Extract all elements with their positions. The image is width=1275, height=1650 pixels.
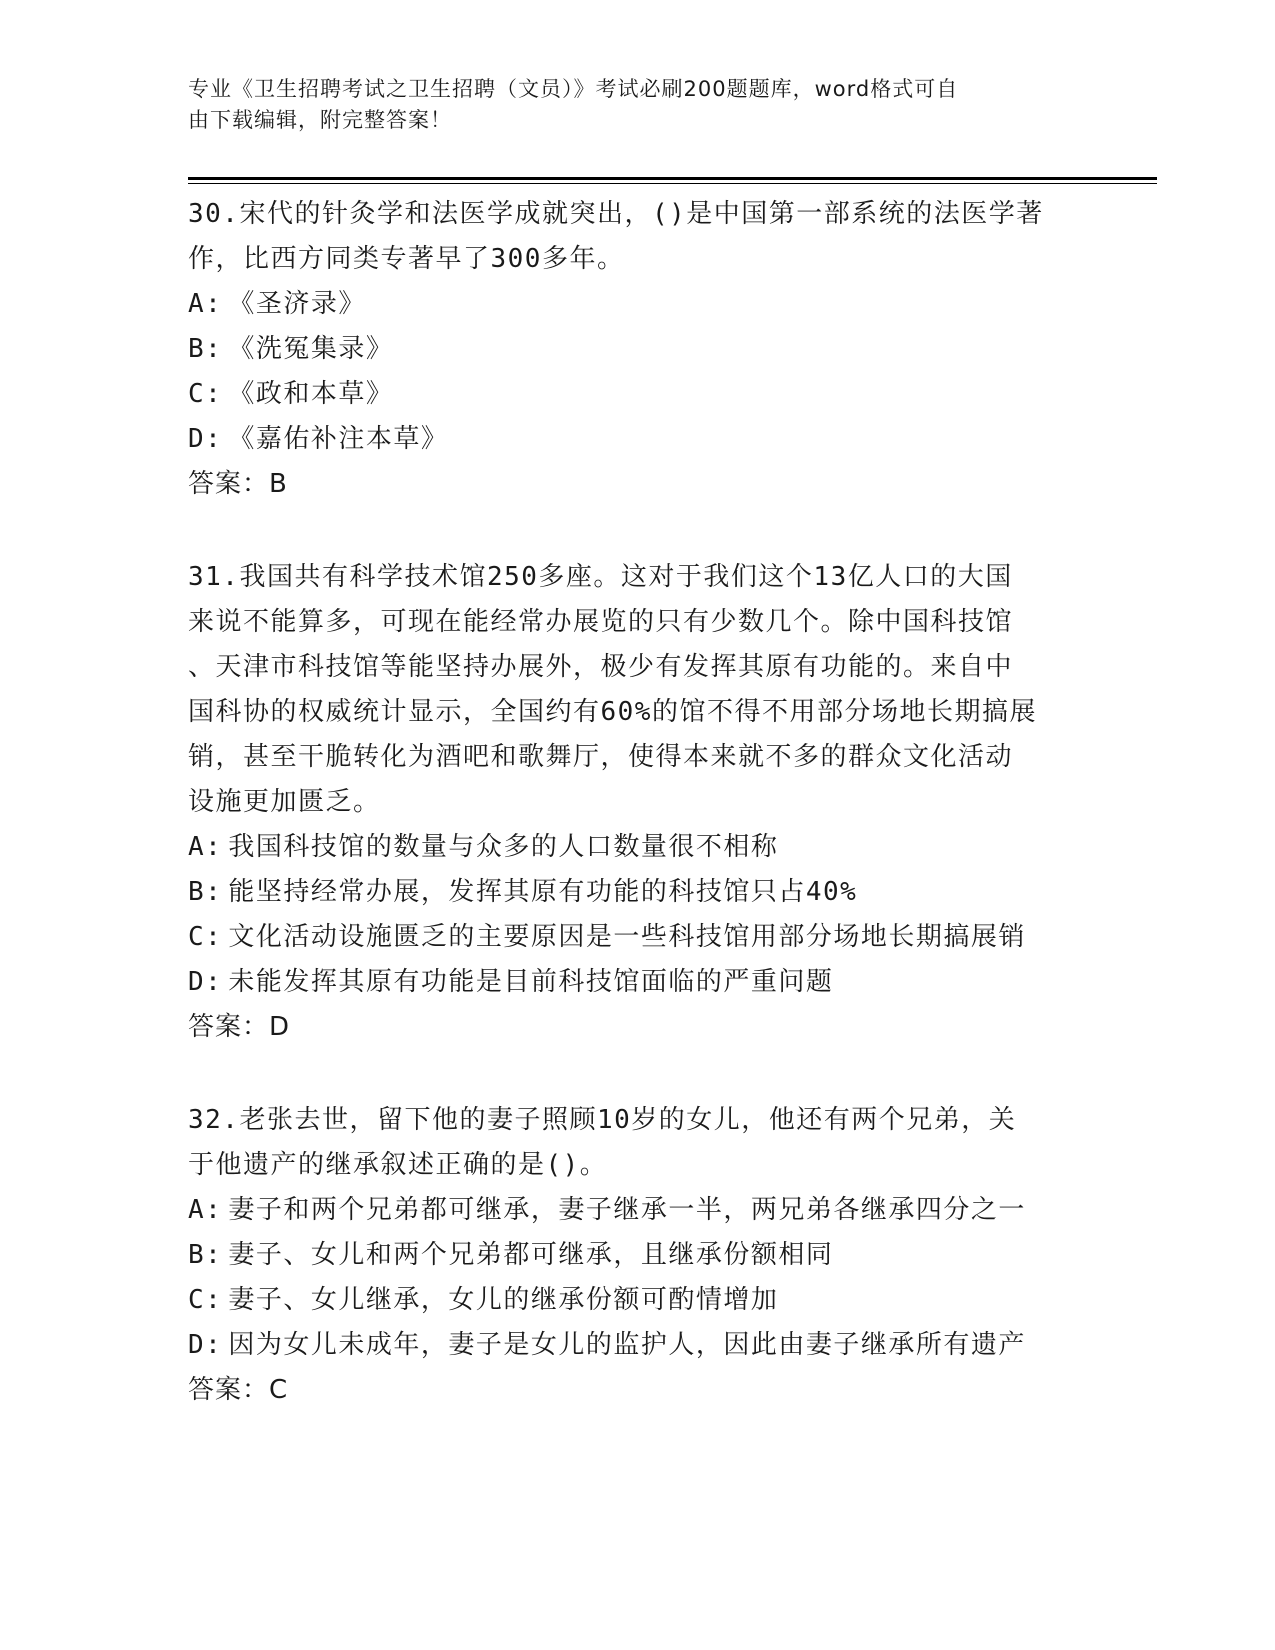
- option-label: A:: [188, 289, 223, 319]
- option-d: [188, 1323, 1088, 1368]
- option-text: 未能发挥其原有功能是目前科技馆面临的严重问题: [228, 967, 834, 997]
- stem-line: 销，甚至干脆转化为酒吧和歌舞厅，使得本来就不多的群众文化活动: [188, 742, 1014, 772]
- stem-line: 设施更加匮乏。: [188, 787, 381, 817]
- option-label: D:: [188, 1330, 223, 1360]
- option-b: [188, 870, 1088, 915]
- option-c: [188, 915, 1088, 960]
- option-c: [188, 372, 1088, 417]
- option-a: [188, 1188, 1088, 1233]
- header-rule-thick: [188, 177, 1157, 180]
- option-d: [188, 417, 1088, 462]
- answer-line: 答案：B: [188, 469, 288, 499]
- stem-line: 、天津市科技馆等能坚持办展外，极少有发挥其原有功能的。来自中: [188, 652, 1014, 682]
- stem-line: 国科协的权威统计显示，全国约有60%的馆不得不用部分场地长期搞展: [188, 697, 1037, 727]
- option-text: 《洗冤集录》: [228, 334, 394, 364]
- option-a: [188, 825, 1088, 870]
- option-label: C:: [188, 922, 223, 952]
- stem-line: 32.老张去世，留下他的妻子照顾10岁的女儿，他还有两个兄弟，关: [188, 1105, 1017, 1135]
- option-label: A:: [188, 1195, 223, 1225]
- option-label: C:: [188, 379, 223, 409]
- option-text: 《圣济录》: [228, 289, 366, 319]
- header-line-2: 由下载编辑，附完整答案！: [188, 108, 452, 132]
- option-text: 能坚持经常办展，发挥其原有功能的科技馆只占40%: [228, 877, 858, 907]
- option-a: [188, 282, 1088, 327]
- option-d: [188, 960, 1088, 1005]
- option-label: B:: [188, 1240, 223, 1270]
- option-text: 《嘉佑补注本草》: [228, 424, 449, 454]
- option-b: [188, 327, 1088, 372]
- option-label: D:: [188, 424, 223, 454]
- option-label: B:: [188, 334, 223, 364]
- stem-line: 作，比西方同类专著早了300多年。: [188, 244, 625, 274]
- answer-line: 答案：D: [188, 1012, 291, 1042]
- stem-line: 31.我国共有科学技术馆250多座。这对于我们这个13亿人口的大国: [188, 562, 1013, 592]
- option-label: D:: [188, 967, 223, 997]
- option-text: 妻子、女儿继承，女儿的继承份额可酌情增加: [228, 1285, 779, 1315]
- stem-line: 30.宋代的针灸学和法医学成就突出，()是中国第一部系统的法医学著: [188, 199, 1044, 229]
- question-31: [188, 555, 1088, 1050]
- stem-line: 于他遗产的继承叙述正确的是()。: [188, 1150, 608, 1180]
- header-rule-thin: [188, 183, 1157, 184]
- stem-line: 来说不能算多，可现在能经常办展览的只有少数几个。除中国科技馆: [188, 607, 1014, 637]
- option-text: 因为女儿未成年，妻子是女儿的监护人，因此由妻子继承所有遗产: [228, 1330, 1026, 1360]
- option-text: 妻子、女儿和两个兄弟都可继承，且继承份额相同: [228, 1240, 834, 1270]
- question-32: [188, 1098, 1088, 1413]
- option-b: [188, 1233, 1088, 1278]
- question-30: [188, 192, 1088, 507]
- option-label: A:: [188, 832, 223, 862]
- option-c: [188, 1278, 1088, 1323]
- option-text: 我国科技馆的数量与众多的人口数量很不相称: [228, 832, 779, 862]
- option-label: B:: [188, 877, 223, 907]
- option-text: 文化活动设施匮乏的主要原因是一些科技馆用部分场地长期搞展销: [228, 922, 1026, 952]
- answer-line: 答案：C: [188, 1375, 289, 1405]
- option-label: C:: [188, 1285, 223, 1315]
- option-text: 妻子和两个兄弟都可继承，妻子继承一半，两兄弟各继承四分之一: [228, 1195, 1026, 1225]
- document-header: [188, 74, 1068, 136]
- question-list: [188, 192, 1088, 1461]
- question-stem: [188, 555, 1088, 825]
- question-stem: [188, 192, 1088, 282]
- option-text: 《政和本草》: [228, 379, 394, 409]
- header-line-1: 专业《卫生招聘考试之卫生招聘（文员）》考试必刷200题题库，word格式可自: [188, 77, 959, 101]
- question-stem: [188, 1098, 1088, 1188]
